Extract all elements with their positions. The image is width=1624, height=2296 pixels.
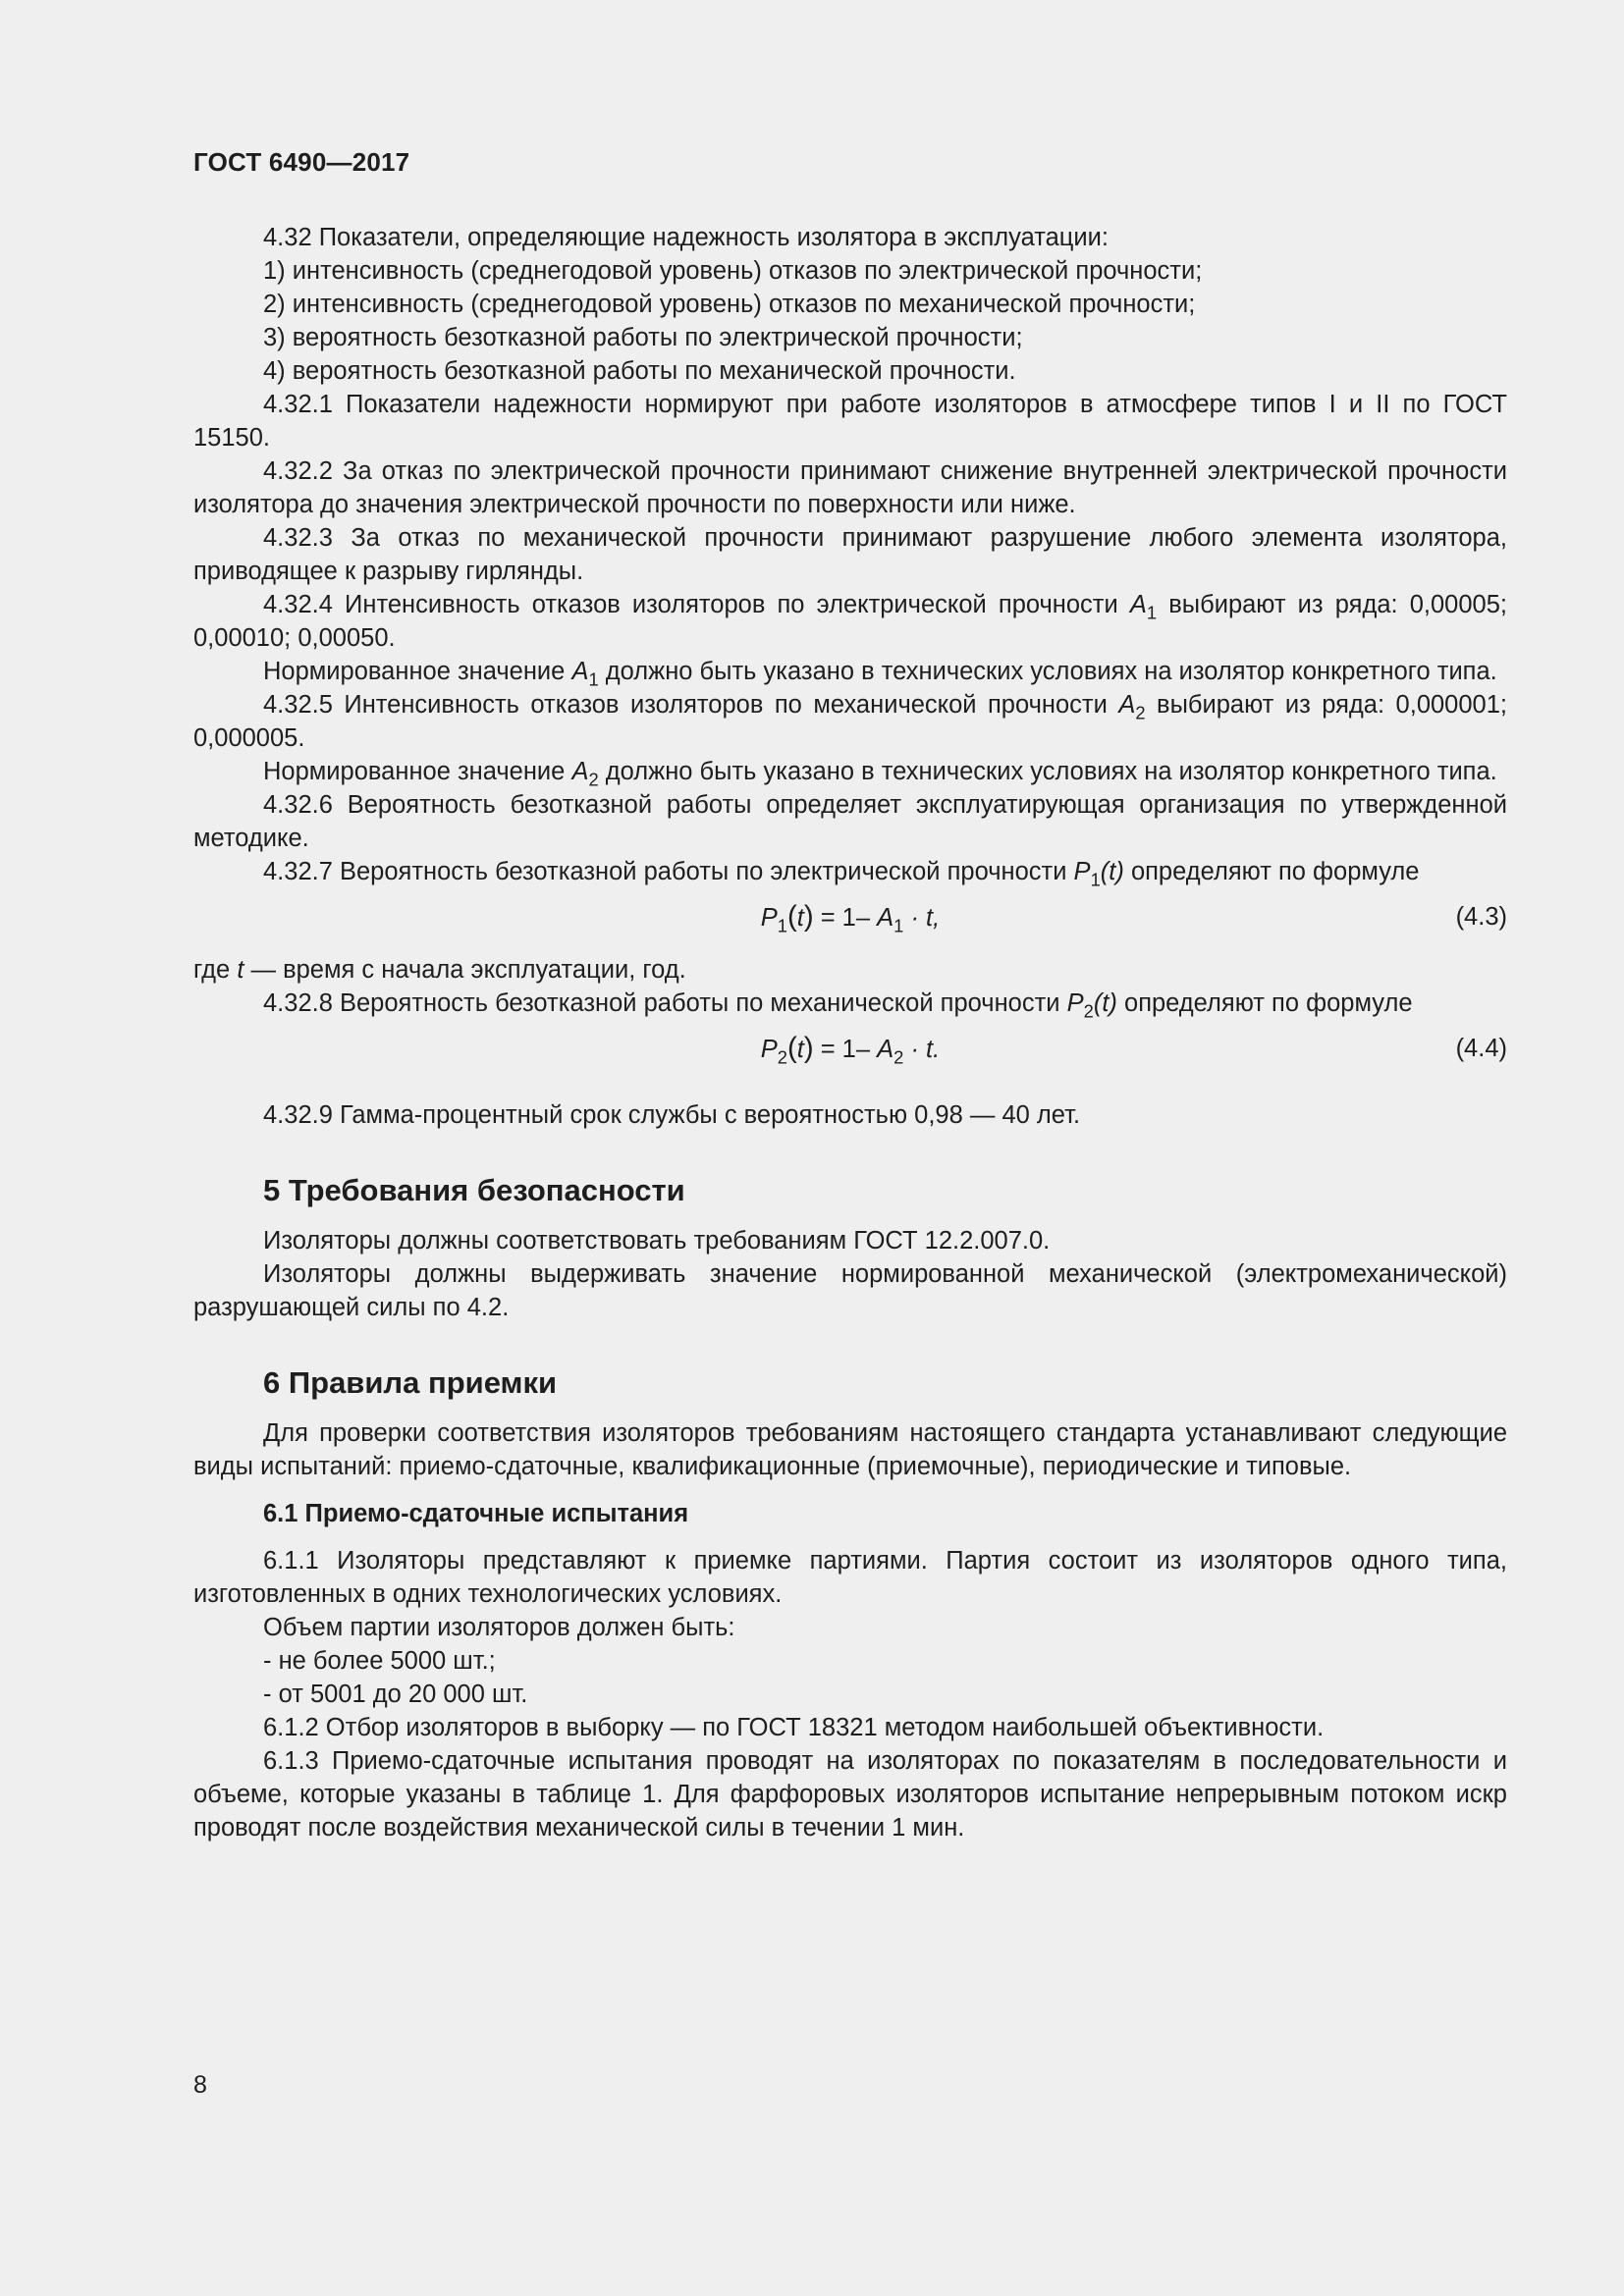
para-norm-a1: Нормированное значение $A_1$ должно быть указано в технических условиях на изолятор конкретного типа. <box>263 658 1497 690</box>
list-item-4: 4) вероятность безотказной работы по механической прочности. <box>263 357 1016 385</box>
section-6-intro: Для проверки соответствия изоляторов требованиям настоящего стандарта устанавливают следующие виды испытаний: приемо-сдаточные, квалификационные (приемочные), периодические и типовые. <box>193 1419 1507 1480</box>
para-where: где t — время с начала эксплуатации, год. <box>193 956 686 984</box>
para-4-32-2: 4.32.2 За отказ по электрической прочности принимают снижение внутренней электрической прочности изолятора до значения электрической прочности по поверхности или ниже. <box>193 457 1507 518</box>
section-5-para-1: Изоляторы должны соответствовать требованиям ГОСТ 12.2.007.0. <box>263 1227 1051 1255</box>
para-6-1-3: 6.1.3 Приемо-сдаточные испытания проводят на изоляторах по показателям в последовательности и объеме, которые указаны в таблице 1. Для фарфоровых изоляторов испытание непрерывным потоком искр проводят после воздействия механической силы в течении 1 мин. <box>193 1747 1507 1842</box>
para-4-32-8: 4.32.8 Вероятность безотказной работы по механической прочности $P_2(t)$ определяют по формуле <box>263 989 1413 1022</box>
para-4-32-7: 4.32.7 Вероятность безотказной работы по электрической прочности $P_1(t)$ определяют по формуле <box>263 858 1420 890</box>
list-item: - не более 5000 шт.; <box>263 1647 496 1675</box>
para-4-32: 4.32 Показатели, определяющие надежность изолятора в эксплуатации: <box>263 224 1109 251</box>
para-lot-size: Объем партии изоляторов должен быть: <box>263 1614 735 1641</box>
list-item-1: 1) интенсивность (среднегодовой уровень) отказов по электрической прочности; <box>263 257 1203 285</box>
formula-number: (4.4) <box>1455 1035 1507 1062</box>
formula-number: (4.3) <box>1455 903 1507 931</box>
para-4-32-9: 4.32.9 Гамма-процентный срок службы с вероятностью 0,98 — 40 лет. <box>263 1101 1081 1129</box>
subsection-6-1-heading: 6.1 Приемо-сдаточные испытания <box>263 1500 689 1527</box>
formula-expression: $P_2(t) = 1-$ $A_2 \cdot t$. <box>760 1032 941 1068</box>
para-norm-a2: Нормированное значение $A_2$ должно быть указано в технических условиях на изолятор конкретного типа. <box>263 758 1497 790</box>
page-number: 8 <box>193 2071 207 2099</box>
section-5-heading: 5 Требования безопасности <box>263 1173 685 1207</box>
formula-4-4 <box>193 1022 1507 1085</box>
section-6-heading: 6 Правила приемки <box>263 1365 558 1400</box>
list-item-3: 3) вероятность безотказной работы по электрической прочности; <box>263 324 1023 351</box>
para-4-32-4: 4.32.4 Интенсивность отказов изоляторов по электрической прочности $A_1$ выбирают из ряда: 0,00005; 0,00010; 0,00050. <box>193 591 1507 652</box>
para-6-1-1: 6.1.1 Изоляторы представляют к приемке партиями. Партия состоит из изоляторов одного типа, изготовленных в одних технологических условиях. <box>193 1547 1507 1608</box>
para-4-32-3: 4.32.3 За отказ по механической прочности принимают разрушение любого элемента изолятора, приводящее к разрыву гирлянды. <box>193 524 1507 585</box>
para-4-32-1: 4.32.1 Показатели надежности нормируют при работе изоляторов в атмосфере типов I и II по ГОСТ 15150. <box>193 391 1507 452</box>
page-content <box>193 221 1507 1844</box>
para-4-32-6: 4.32.6 Вероятность безотказной работы определяет эксплуатирующая организация по утвержденной методике. <box>193 791 1507 852</box>
list-item: - от 5001 до 20 000 шт. <box>263 1681 528 1708</box>
para-6-1-2: 6.1.2 Отбор изоляторов в выборку — по ГОСТ 18321 методом наибольшей объективности. <box>263 1714 1325 1741</box>
list-item-2: 2) интенсивность (среднегодовой уровень) отказов по механической прочности; <box>263 291 1196 318</box>
formula-expression: $P_1(t) = 1-$ $A_1 \cdot t$, <box>760 900 941 936</box>
document-header: ГОСТ 6490—2017 <box>193 147 410 177</box>
section-5-para-2: Изоляторы должны выдерживать значение нормированной механической (электромеханической) разрушающей силы по 4.2. <box>193 1260 1507 1321</box>
formula-4-3 <box>193 890 1507 953</box>
para-4-32-5: 4.32.5 Интенсивность отказов изоляторов по механической прочности $A_2$ выбирают из ряда: 0,000001; 0,000005. <box>193 691 1507 752</box>
